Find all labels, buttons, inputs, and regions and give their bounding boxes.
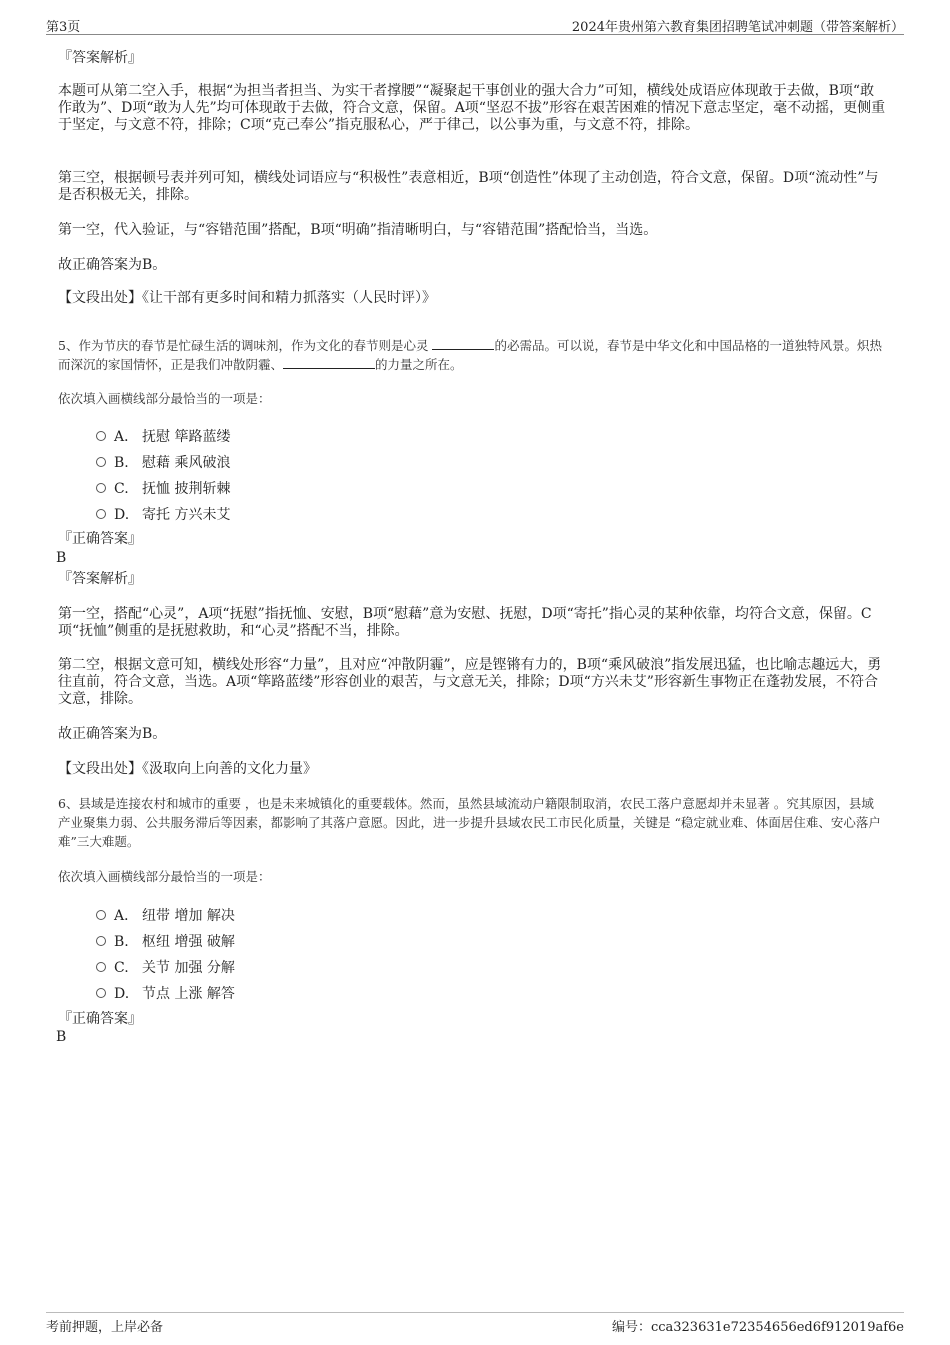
q6-answer: B <box>56 1029 67 1045</box>
q6-option-c[interactable]: C. 关节 加强 分解 <box>96 957 235 975</box>
q6-prompt: 依次填入画横线部分最恰当的一项是： <box>58 869 271 884</box>
q5-answer-label: 『正确答案』 <box>58 531 142 547</box>
radio-icon[interactable] <box>96 509 106 519</box>
radio-icon[interactable] <box>96 483 106 493</box>
q5-stem <box>58 336 886 374</box>
page-footer <box>46 1312 904 1337</box>
q4-analysis-p2: 第三空，根据顿号表并列可知，横线处词语应与“积极性”表意相近，B项“创造性”体现了主动创造，符合文意，保留。D项“流动性”与是否积极无关，排除。 <box>58 170 879 203</box>
radio-icon[interactable] <box>96 988 106 998</box>
q5-prompt: 依次填入画横线部分最恰当的一项是： <box>58 391 271 406</box>
q6-answer-label: 『正确答案』 <box>58 1011 142 1027</box>
footer-slogan: 考前押题，上岸必备 <box>46 1320 164 1335</box>
q5-analysis-p1: 第一空，搭配“心灵”，A项“抚慰”指抚恤、安慰，B项“慰藉”意为安慰、抚慰，D项“寄托”指心灵的某种依靠，均符合文意，保留。C项“抚恤”侧重的是抚慰救助，和“心灵”搭配不当，排除。 <box>58 606 872 639</box>
q6-option-a[interactable]: A． 纽带 增加 解决 <box>96 905 235 923</box>
q5-stem-part-a: 5、作为节庆的春节是忙碌生活的调味剂，作为文化的春节则是心灵 <box>58 338 429 353</box>
q6-stem: 6、县域是连接农村和城市的重要 ，也是未来城镇化的重要载体。然而，虽然县域流动户籍限制取消，农民工落户意愿却并未显著 。究其原因，县域产业聚集力弱、公共服务滞后等因素，都影响了其落户意愿。因此，进一步提升县域农民工市民化质量，关键是 “稳定就业难、体面居住难、安心落户难”三大难题。 <box>58 796 881 849</box>
page-header <box>46 14 904 35</box>
document-id: 编号：cca323631e72354656ed6f912019af6e <box>611 1320 904 1335</box>
q5-option-d[interactable]: D. 寄托 方兴未艾 <box>96 504 230 522</box>
q4-analysis-label: 『答案解析』 <box>58 50 142 66</box>
q5-analysis-label: 『答案解析』 <box>58 571 142 587</box>
page-number: 第3页 <box>46 20 81 35</box>
q5-stem-part-c: 的力量之所在。 <box>375 357 463 372</box>
q5-answer: B <box>56 550 67 566</box>
q5-stem-part-b: 的必需品。可以说，春节是中华文化和中国品格的一道独特风景。炽热而深沉的家国情怀，正是我们冲散阴霾、 <box>58 338 882 372</box>
q5-option-a[interactable]: A． 抚慰 筚路蓝缕 <box>96 426 230 444</box>
q5-option-b[interactable]: B. 慰藉 乘风破浪 <box>96 452 230 470</box>
q5-analysis-p3: 故正确答案为B。 <box>58 726 167 742</box>
q6-option-d[interactable]: D. 节点 上涨 解答 <box>96 983 235 1001</box>
q4-analysis-p1: 本题可从第二空入手，根据“为担当者担当、为实干者撑腰”“凝聚起干事创业的强大合力”可知，横线处成语应体现敢于去做，B项“敢作敢为”、D项“敢为人先”均可体现敢于去做，符合文意，保留。A项“坚忍不拔”形容在艰苦困难的情况下意志坚定，毫不动摇，更侧重于坚定，与文意不符，排除；C项“克己奉公”指克服私心，严于律己，以公事为重，与文意不符，排除。 <box>58 83 886 133</box>
radio-icon[interactable] <box>96 910 106 920</box>
q5-analysis-p2: 第二空，根据文意可知，横线处形容“力量”，且对应“冲散阴霾”，应是铿锵有力的，B项“乘风破浪”指发展迅猛，也比喻志趣远大，勇往直前，符合文意，当选。A项“筚路蓝缕”形容创业的艰苦，与文意无关，排除；D项“方兴未艾”形容新生事物正在蓬勃发展，不符合文意，排除。 <box>58 657 882 707</box>
q5-blank-1 <box>432 337 494 350</box>
q5-blank-2 <box>283 356 375 369</box>
radio-icon[interactable] <box>96 936 106 946</box>
q4-source: 【文段出处】《让干部有更多时间和精力抓落实（人民时评）》 <box>58 290 436 306</box>
document-title: 2024年贵州第六教育集团招聘笔试冲刺题（带答案解析） <box>571 20 904 35</box>
q6-option-b[interactable]: B. 枢纽 增强 破解 <box>96 931 235 949</box>
q5-option-c[interactable]: C. 抚恤 披荆斩棘 <box>96 478 230 496</box>
radio-icon[interactable] <box>96 431 106 441</box>
radio-icon[interactable] <box>96 962 106 972</box>
q5-source: 【文段出处】《汲取向上向善的文化力量》 <box>58 761 317 777</box>
q4-analysis-p4: 故正确答案为B。 <box>58 257 167 273</box>
q4-analysis-p3: 第一空，代入验证，与“容错范围”搭配，B项“明确”指清晰明白，与“容错范围”搭配恰当，当选。 <box>58 222 658 238</box>
radio-icon[interactable] <box>96 457 106 467</box>
